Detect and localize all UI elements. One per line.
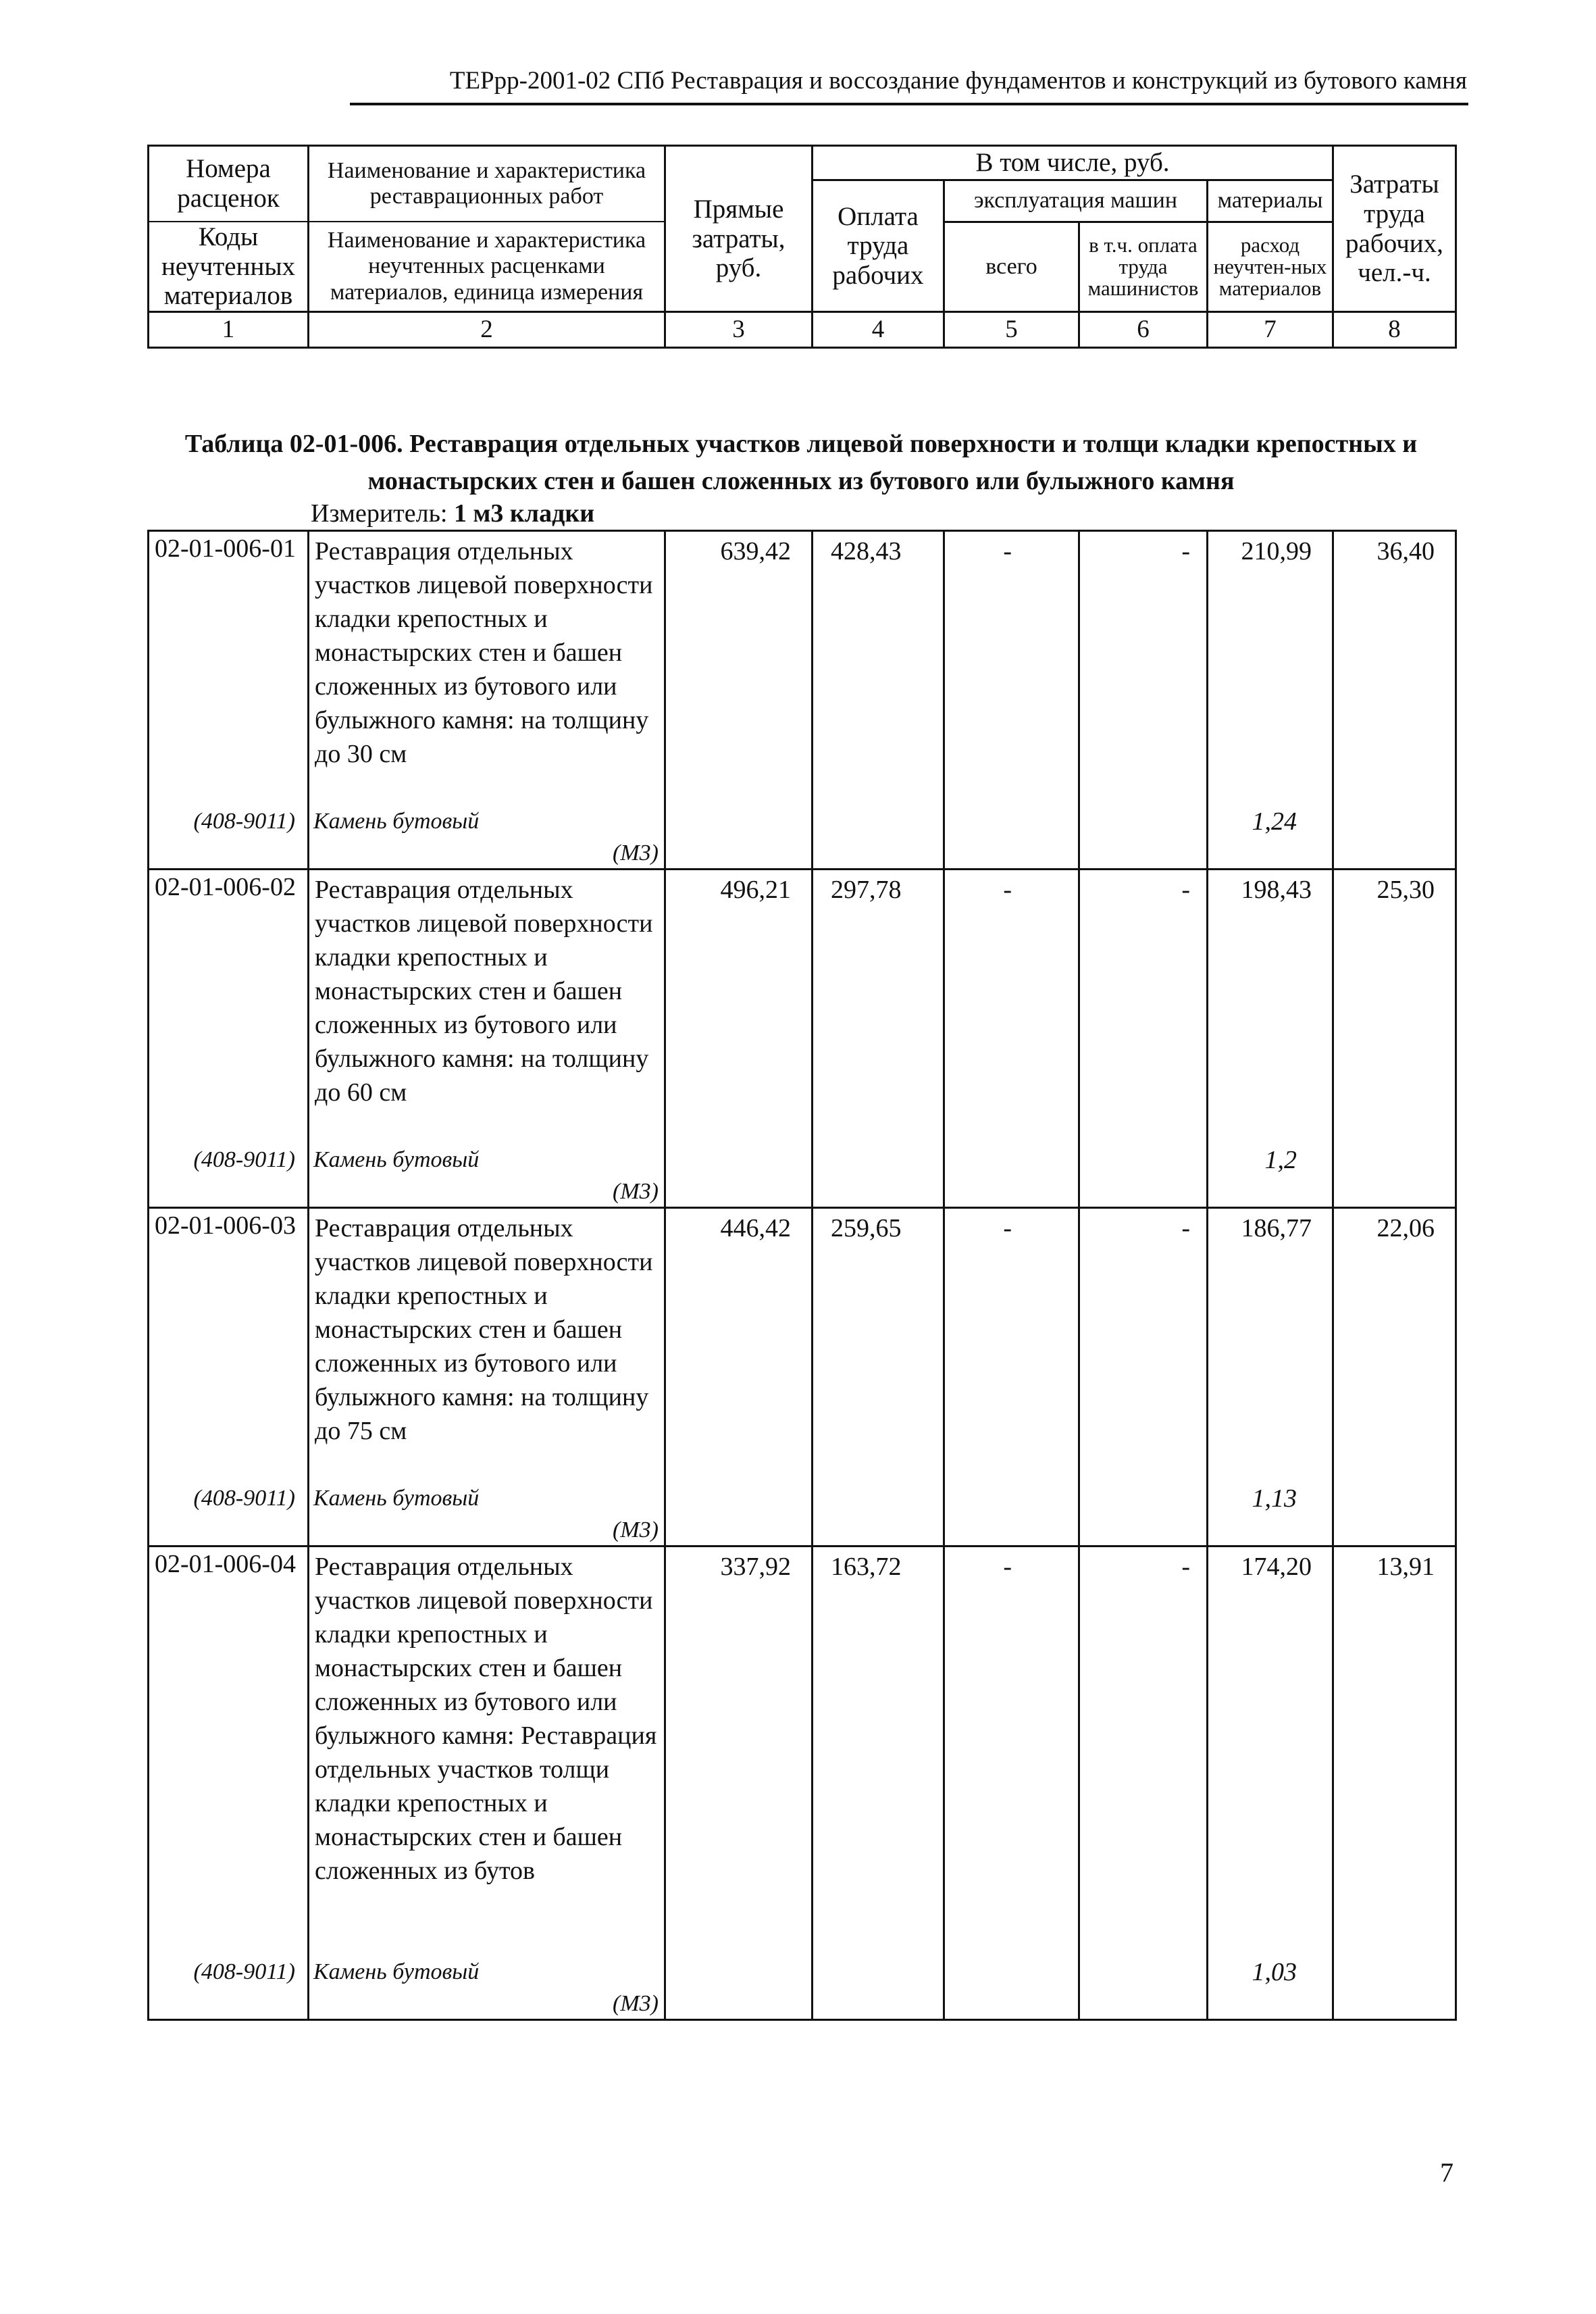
col-number: 6	[1079, 312, 1208, 348]
material-qty: 1,13	[1208, 1482, 1333, 1546]
material-label: Камень бутовый	[313, 1486, 480, 1511]
column-header-table	[147, 145, 1457, 349]
included-header: В том числе, руб.	[813, 146, 1333, 180]
material-unit: (М3)	[613, 1517, 659, 1542]
rate-name: Реставрация отдельных участков лицевой поверхности кладки крепостных и монастырских стен и башен сложенных из бутового или булыжного камня: на толщину до 75 см	[309, 1208, 665, 1482]
measure-value: 1 м3 кладки	[454, 499, 595, 528]
measure-unit	[311, 499, 594, 528]
rate-name: Реставрация отдельных участков лицевой поверхности кладки крепостных и монастырских стен и башен сложенных из бутового или булыжного камня: на толщину до 60 см	[309, 870, 665, 1144]
materials-cost: 186,77	[1208, 1208, 1333, 1482]
direct-cost: 496,21	[665, 870, 813, 1144]
page-number: 7	[1440, 2157, 1453, 2188]
labor-cost: 428,43	[813, 531, 944, 805]
col-number: 8	[1333, 312, 1456, 348]
machines-labor: -	[1079, 1546, 1208, 1956]
table-title: Таблица 02-01-006. Реставрация отдельных участков лицевой поверхности и толщи кладки крепостных и монастырских стен и башен сложенных из бутового или булыжного камня	[184, 430, 1418, 496]
col4-header: Оплата труда рабочих	[813, 180, 944, 312]
material-row	[149, 1482, 1456, 1546]
material-unit: (М3)	[613, 840, 659, 865]
material-code: (408-9011)	[149, 1143, 309, 1208]
direct-cost: 639,42	[665, 531, 813, 805]
col-number: 4	[813, 312, 944, 348]
machines-labor: -	[1079, 1208, 1208, 1482]
material-unit: (М3)	[613, 1991, 659, 2016]
col8-header: Затраты труда рабочих, чел.-ч.	[1333, 146, 1456, 312]
labor-cost: 297,78	[813, 870, 944, 1144]
machines-header: эксплуатация машин	[944, 180, 1208, 222]
material-code: (408-9011)	[149, 805, 309, 870]
materials-cost: 210,99	[1208, 531, 1333, 805]
table-row	[149, 870, 1456, 1144]
materials-cost: 198,43	[1208, 870, 1333, 1144]
material-qty: 1,2	[1208, 1143, 1333, 1208]
col-number: 7	[1208, 312, 1333, 348]
material-code: (408-9011)	[149, 1482, 309, 1546]
materials-cost: 174,20	[1208, 1546, 1333, 1956]
machines-labor: -	[1079, 531, 1208, 805]
col-number: 5	[944, 312, 1079, 348]
table-row	[149, 1208, 1456, 1482]
materials-header: материалы	[1208, 180, 1333, 222]
material-row	[149, 1955, 1456, 2020]
material-name	[309, 805, 665, 870]
rate-code: 02-01-006-04	[149, 1546, 309, 1956]
table-row	[149, 531, 1456, 805]
col1-header-bottom: Коды неучтенных материалов	[149, 222, 309, 312]
material-code: (408-9011)	[149, 1955, 309, 2020]
material-name	[309, 1955, 665, 2020]
col1-header-top: Номера расценок	[149, 146, 309, 222]
labor-hours: 13,91	[1333, 1546, 1456, 1956]
machines-labor: -	[1079, 870, 1208, 1144]
direct-cost: 337,92	[665, 1546, 813, 1956]
col2-header-top: Наименование и характеристика реставрационных работ	[309, 146, 665, 222]
rate-code: 02-01-006-03	[149, 1208, 309, 1482]
rate-name: Реставрация отдельных участков лицевой поверхности кладки крепостных и монастырских стен и башен сложенных из бутового или булыжного камня: на толщину до 30 см	[309, 531, 665, 805]
running-header: ТЕРрр-2001-02 СПб Реставрация и воссоздание фундаментов и конструкций из бутового камня	[449, 67, 1467, 95]
labor-hours: 25,30	[1333, 870, 1456, 1144]
material-label: Камень бутовый	[313, 809, 480, 834]
material-name	[309, 1143, 665, 1208]
col6-header: в т.ч. оплата труда машинистов	[1079, 222, 1208, 312]
material-row	[149, 805, 1456, 870]
material-qty: 1,24	[1208, 805, 1333, 870]
col2-header-bottom: Наименование и характеристика неучтенных расценками материалов, единица измерения	[309, 222, 665, 312]
col3-header: Прямые затраты, руб.	[665, 146, 813, 312]
rate-code: 02-01-006-02	[149, 870, 309, 1144]
labor-cost: 259,65	[813, 1208, 944, 1482]
table-row	[149, 1546, 1456, 1956]
col-number: 2	[309, 312, 665, 348]
material-row	[149, 1143, 1456, 1208]
rate-code: 02-01-006-01	[149, 531, 309, 805]
rates-table	[147, 530, 1457, 2021]
labor-hours: 22,06	[1333, 1208, 1456, 1482]
col-number: 3	[665, 312, 813, 348]
rate-name: Реставрация отдельных участков лицевой поверхности кладки крепостных и монастырских стен и башен сложенных из бутового или булыжного камня: Реставрация отдельных участков толщи кладки крепостных и монастырских стен и башен сложенных из бутов	[309, 1546, 665, 1956]
material-label: Камень бутовый	[313, 1959, 480, 1984]
header-rule	[350, 103, 1468, 105]
machines-total: -	[944, 870, 1079, 1144]
col5-header: всего	[944, 222, 1079, 312]
machines-total: -	[944, 1546, 1079, 1956]
labor-cost: 163,72	[813, 1546, 944, 1956]
col7-header: расход неучтен-ных материалов	[1208, 222, 1333, 312]
col-number: 1	[149, 312, 309, 348]
material-name	[309, 1482, 665, 1546]
labor-hours: 36,40	[1333, 531, 1456, 805]
measure-label: Измеритель:	[311, 499, 448, 528]
direct-cost: 446,42	[665, 1208, 813, 1482]
material-label: Камень бутовый	[313, 1147, 480, 1172]
machines-total: -	[944, 531, 1079, 805]
machines-total: -	[944, 1208, 1079, 1482]
material-unit: (М3)	[613, 1179, 659, 1204]
material-qty: 1,03	[1208, 1955, 1333, 2020]
